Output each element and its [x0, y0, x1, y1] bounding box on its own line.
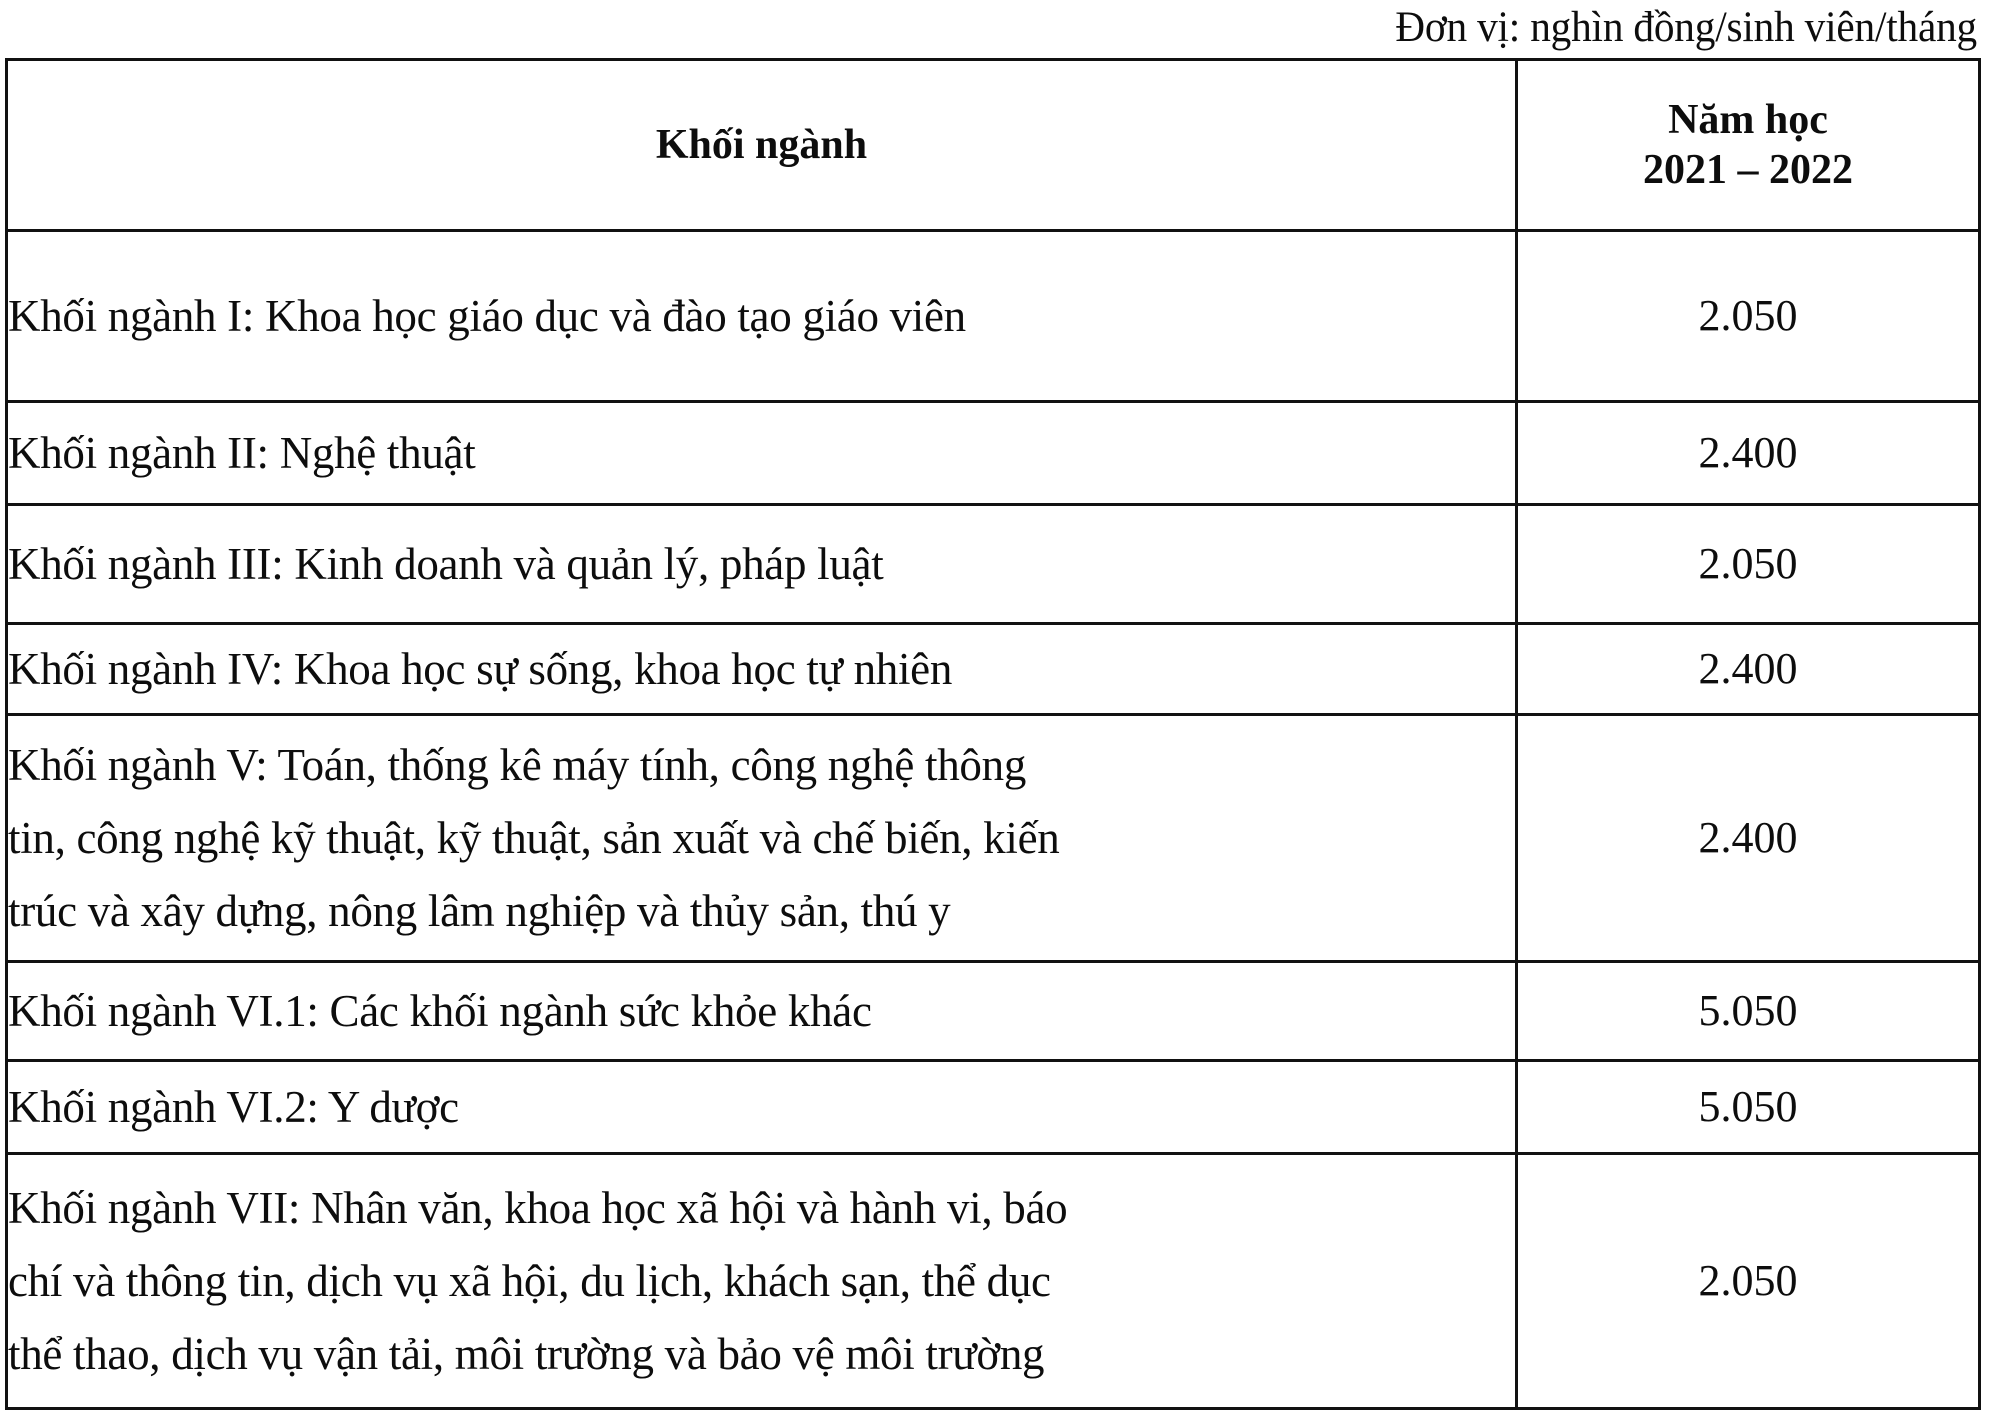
row-name-cell — [7, 402, 1517, 505]
table-row — [7, 715, 1980, 962]
column-header-nam-hoc — [1517, 60, 1980, 231]
column-header-nam-hoc-line2: 2021 – 2022 — [1643, 147, 1853, 193]
row-name-cell — [7, 715, 1517, 962]
column-header-nam-hoc-line1: Năm học — [1668, 97, 1828, 143]
row-value-cell: 2.400 — [1517, 624, 1980, 715]
row-value-cell: 2.050 — [1517, 1154, 1980, 1409]
tuition-rate-table — [5, 58, 1981, 1410]
row-value-cell: 2.050 — [1517, 505, 1980, 624]
row-value-cell: 2.400 — [1517, 402, 1980, 505]
row-value-cell: 2.050 — [1517, 231, 1980, 402]
table-row — [7, 505, 1980, 624]
row-name-line: Khối ngành III: Kinh doanh và quản lý, pháp luật — [8, 538, 884, 589]
row-name-cell — [7, 1061, 1517, 1154]
row-name-line: thể thao, dịch vụ vận tải, môi trường và bảo vệ môi trường — [8, 1328, 1045, 1379]
row-name-line: Khối ngành VII: Nhân văn, khoa học xã hội và hành vi, báo — [8, 1182, 1068, 1233]
table-row — [7, 1061, 1980, 1154]
row-name-line: tin, công nghệ kỹ thuật, kỹ thuật, sản xuất và chế biến, kiến — [8, 812, 1060, 863]
row-value-cell: 2.400 — [1517, 715, 1980, 962]
row-name-cell — [7, 962, 1517, 1061]
unit-caption: Đơn vị: nghìn đồng/sinh viên/tháng — [1395, 4, 1977, 51]
row-name-line: Khối ngành VI.1: Các khối ngành sức khỏe khác — [8, 985, 872, 1036]
row-name-line: Khối ngành V: Toán, thống kê máy tính, công nghệ thông — [8, 739, 1027, 790]
row-value-cell: 5.050 — [1517, 1061, 1980, 1154]
row-name-line: Khối ngành IV: Khoa học sự sống, khoa học tự nhiên — [8, 643, 953, 694]
row-name-cell — [7, 624, 1517, 715]
row-name-line: chí và thông tin, dịch vụ xã hội, du lịch, khách sạn, thể dục — [8, 1255, 1051, 1306]
table-body — [7, 231, 1980, 1409]
table-row — [7, 962, 1980, 1061]
row-value-cell: 5.050 — [1517, 962, 1980, 1061]
table-row — [7, 231, 1980, 402]
column-header-khoi-nganh: Khối ngành — [7, 60, 1517, 231]
table-row — [7, 402, 1980, 505]
row-name-cell — [7, 505, 1517, 624]
row-name-cell — [7, 231, 1517, 402]
table-row — [7, 1154, 1980, 1409]
row-name-cell — [7, 1154, 1517, 1409]
row-name-line: Khối ngành I: Khoa học giáo dục và đào tạo giáo viên — [8, 290, 966, 341]
table-row — [7, 624, 1980, 715]
row-name-line: trúc và xây dựng, nông lâm nghiệp và thủy sản, thú y — [8, 885, 951, 936]
table-header — [7, 60, 1980, 231]
row-name-line: Khối ngành VI.2: Y dược — [8, 1081, 459, 1132]
header-row — [7, 60, 1980, 231]
row-name-line: Khối ngành II: Nghệ thuật — [8, 427, 476, 478]
